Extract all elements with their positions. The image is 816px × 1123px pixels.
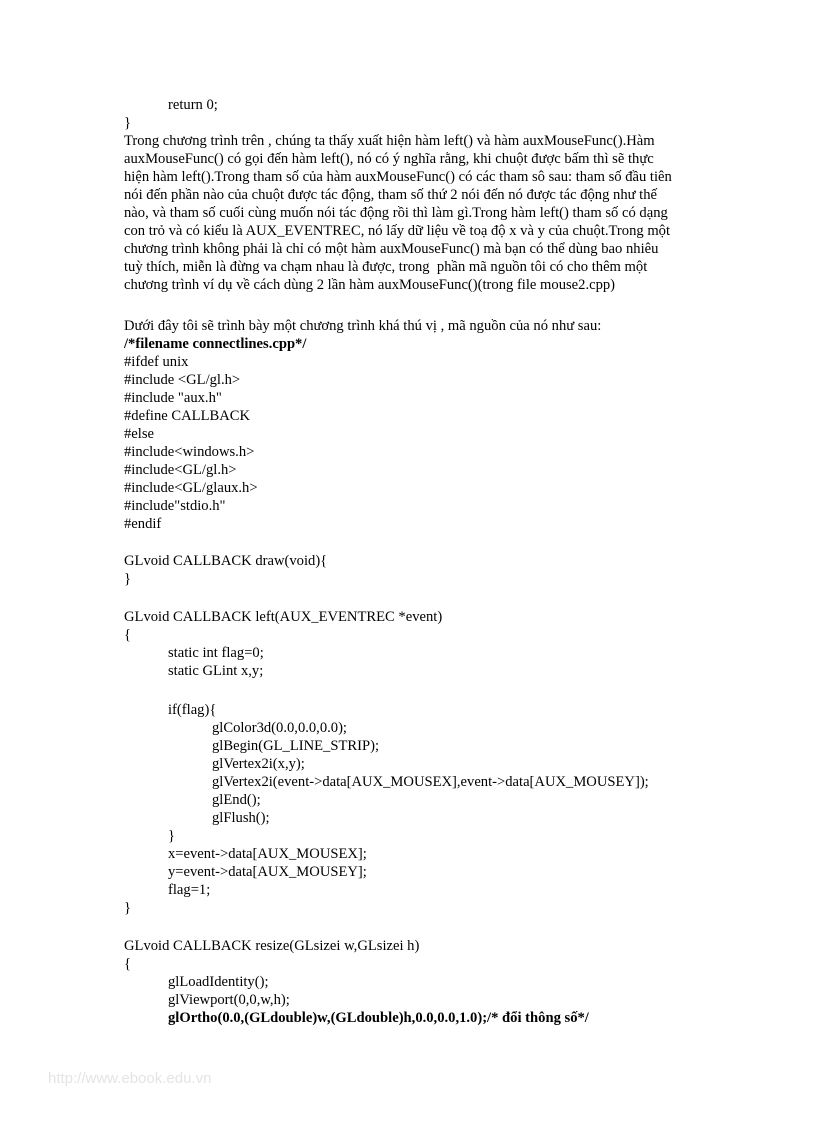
left-func-signature: GLvoid CALLBACK left(AUX_EVENTREC *event) [124,609,443,625]
left-func-body-line: glBegin(GL_LINE_STRIP); [212,738,380,754]
draw-func-signature: GLvoid CALLBACK draw(void){ [124,553,328,569]
paragraph-line: auxMouseFunc() có gọi đến hàm left(), nó có ý nghĩa rằng, khi chuột được bấm thì sẽ thực [124,151,654,167]
left-func-if: if(flag){ [168,702,217,718]
preprocessor-line: #include<GL/glaux.h> [124,480,258,496]
filename-comment: /*filename connectlines.cpp*/ [124,336,307,352]
left-func-open: { [124,627,132,643]
resize-func-signature: GLvoid CALLBACK resize(GLsizei w,GLsizei h) [124,938,420,954]
left-func-assign: flag=1; [168,882,211,898]
left-func-close: } [124,900,132,916]
left-func-assign: y=event->data[AUX_MOUSEY]; [168,864,367,880]
paragraph-line: con trỏ và có kiểu là AUX_EVENTREC, nó lấy dữ liệu về toạ độ x và y của chuột.Trong một [124,223,671,239]
left-func-body-line: glFlush(); [212,810,270,826]
paragraph-line: hiện hàm left().Trong tham số của hàm auxMouseFunc() có các tham sô sau: tham số đầu tiên [124,169,672,185]
preprocessor-line: #include<windows.h> [124,444,255,460]
left-func-if-close: } [168,828,176,844]
preprocessor-line: #include"stdio.h" [124,498,226,514]
code-return-line: return 0; [168,97,218,113]
paragraph-line: chương trình không phải là chỉ có một hàm auxMouseFunc() mà bạn có thể dùng bao nhiêu [124,241,659,257]
left-func-decl: static int flag=0; [168,645,264,661]
preprocessor-line: #ifdef unix [124,354,189,370]
left-func-body-line: glVertex2i(event->data[AUX_MOUSEX],event->data[AUX_MOUSEY]); [212,774,649,790]
left-func-body-line: glEnd(); [212,792,261,808]
left-func-body-line: glColor3d(0.0,0.0,0.0); [212,720,347,736]
watermark: http://www.ebook.edu.vn [48,1070,212,1087]
draw-func-close: } [124,571,132,587]
paragraph-line: nói đến phần nào của chuột được tác động, tham số thứ 2 nói đến nó được tác động như thế [124,187,658,203]
preprocessor-line: #else [124,426,154,442]
resize-func-open: { [124,956,132,972]
left-func-assign: x=event->data[AUX_MOUSEX]; [168,846,367,862]
preprocessor-line: #define CALLBACK [124,408,251,424]
paragraph-line: tuỳ thích, miễn là đừng va chạm nhau là được, trong phần mã nguồn tôi có cho thêm một [124,259,648,275]
paragraph-line: Trong chương trình trên , chúng ta thấy xuất hiện hàm left() và hàm auxMouseFunc().Hàm [124,133,655,149]
preprocessor-line: #include <GL/gl.h> [124,372,241,388]
intro-line: Dưới đây tôi sẽ trình bày một chương trình khá thú vị , mã nguồn của nó như sau: [124,318,602,334]
resize-func-line: glViewport(0,0,w,h); [168,992,290,1008]
paragraph-line: nào, và tham số cuối cùng muốn nói tác động rồi thì làm gì.Trong hàm left() tham số có dạng [124,205,668,221]
paragraph-line: chương trình ví dụ về cách dùng 2 lần hàm auxMouseFunc()(trong file mouse2.cpp) [124,277,616,293]
preprocessor-line: #include<GL/gl.h> [124,462,237,478]
resize-func-line: glLoadIdentity(); [168,974,269,990]
left-func-body-line: glVertex2i(x,y); [212,756,305,772]
preprocessor-line: #include "aux.h" [124,390,222,406]
resize-func-line-bold: glOrtho(0.0,(GLdouble)w,(GLdouble)h,0.0,0.0,1.0);/* đổi thông số*/ [168,1010,589,1026]
preprocessor-line: #endif [124,516,162,532]
left-func-decl: static GLint x,y; [168,663,264,679]
code-close-brace: } [124,115,132,131]
